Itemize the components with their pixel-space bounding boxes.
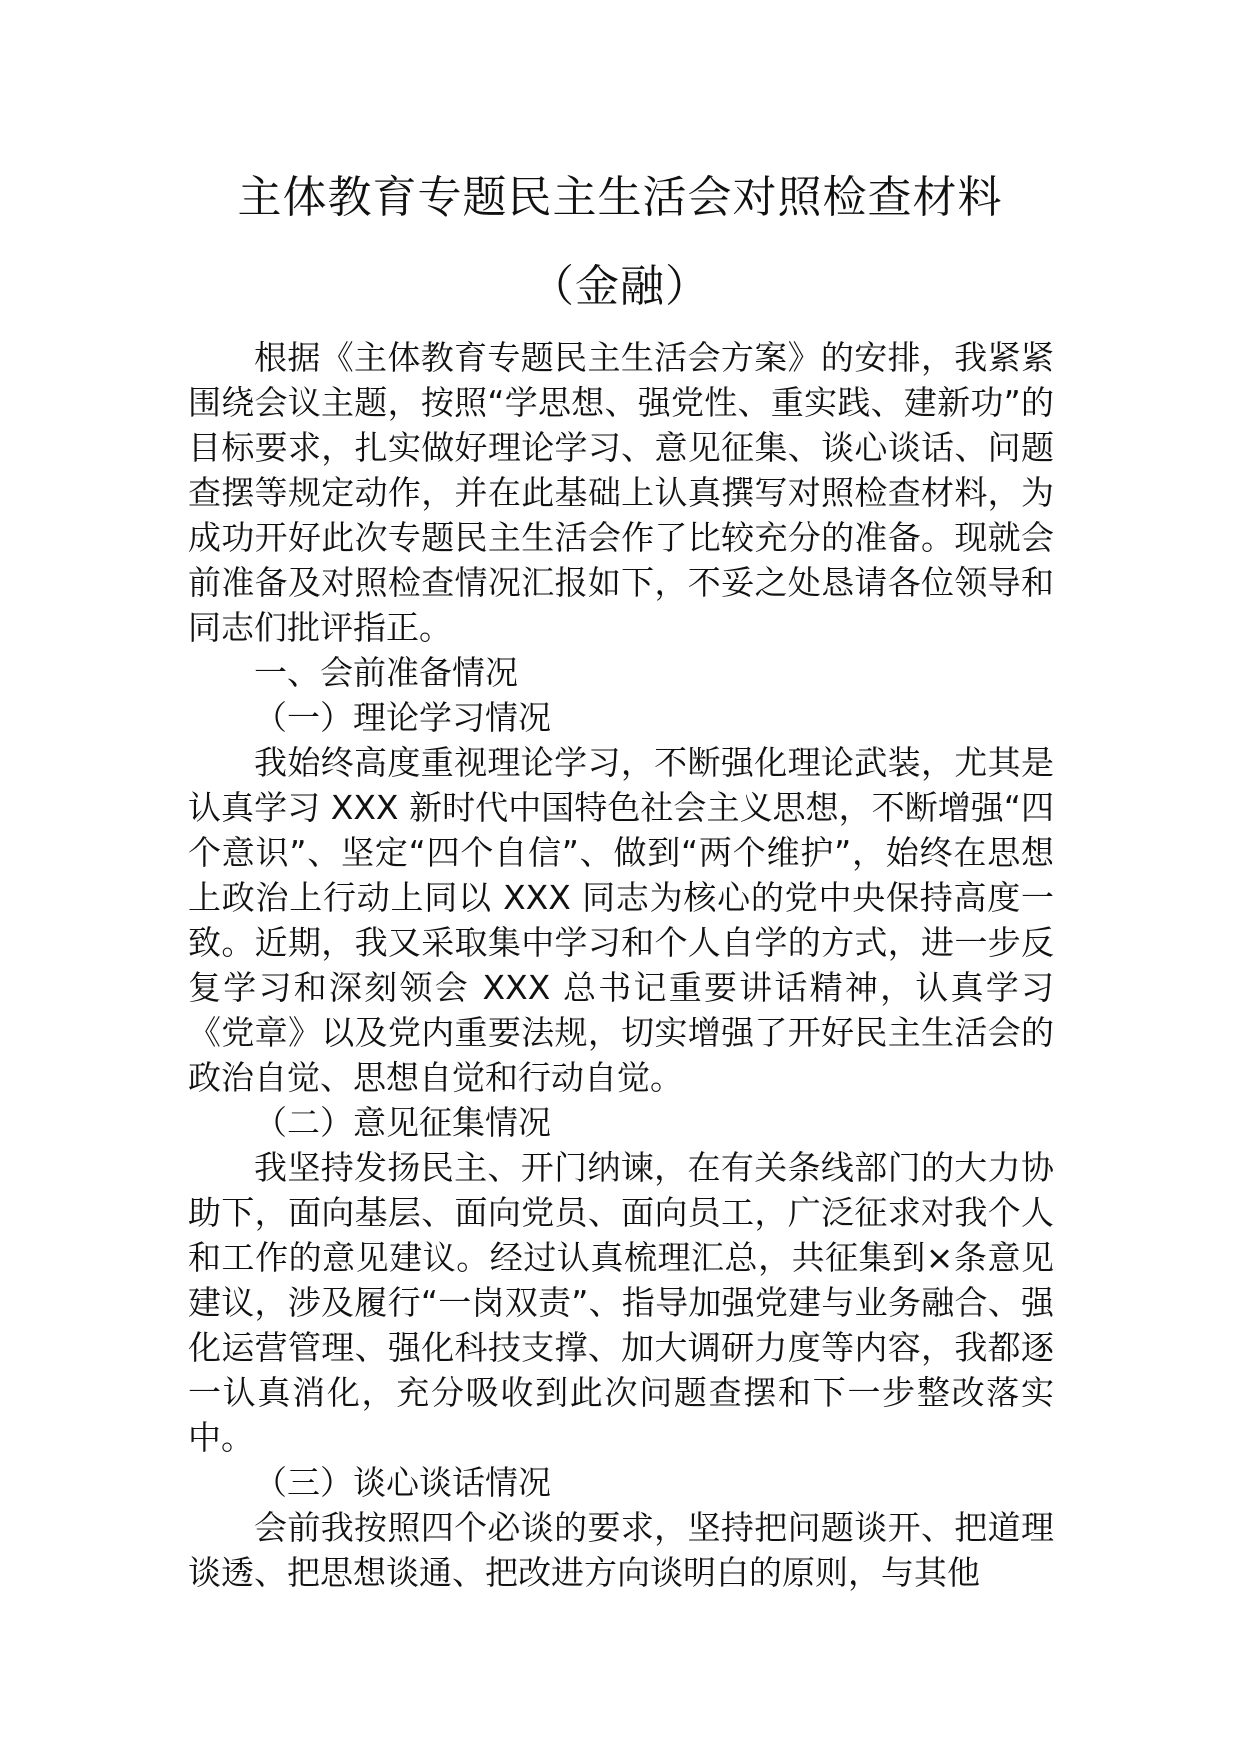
section-heading-1: 一、会前准备情况 bbox=[254, 653, 518, 692]
theory-study-paragraph: 我始终高度重视理论学习，不断强化理论武装，尤其是认真学习 XXX 新时代中国特色社会主义思想，不断增强“四个意识”、坚定“四个自信”、做到“两个维护”，始终在思想上政治上行动上同以 XXX 同志为核心的党中央保持高度一致。近期，我又采取集中学习和个人自学的方式，进一步反复学习和深刻领会 XXX 总书记重要讲话精神，认真学习《党章》以及党内重要法规，切实增强了开好民主生活会的政治自觉、思想自觉和行动自觉。 bbox=[188, 743, 1054, 1097]
heart-to-heart-paragraph: 会前我按照四个必谈的要求，坚持把问题谈开、把道理谈透、把思想谈通、把改进方向谈明白的原则，与其他 bbox=[188, 1508, 1054, 1592]
subsection-heading-3: （三）谈心谈话情况 bbox=[254, 1463, 551, 1502]
opinion-collection-paragraph: 我坚持发扬民主、开门纳谏，在有关条线部门的大力协助下，面向基层、面向党员、面向员工，广泛征求对我个人和工作的意见建议。经过认真梳理汇总，共征集到×条意见建议，涉及履行“一岗双责”、指导加强党建与业务融合、强化运营管理、强化科技支撑、加大调研力度等内容，我都逐一认真消化，充分吸收到此次问题查摆和下一步整改落实中。 bbox=[188, 1148, 1054, 1457]
subsection-heading-1: （一）理论学习情况 bbox=[254, 698, 551, 737]
intro-paragraph: 根据《主体教育专题民主生活会方案》的安排，我紧紧围绕会议主题，按照“学思想、强党性、重实践、建新功”的目标要求，扎实做好理论学习、意见征集、谈心谈话、问题查摆等规定动作，并在此基础上认真撰写对照检查材料，为成功开好此次专题民主生活会作了比较充分的准备。现就会前准备及对照检查情况汇报如下，不妥之处恳请各位领导和同志们批评指正。 bbox=[188, 338, 1054, 647]
document-subtitle: （金融） bbox=[530, 261, 710, 312]
subsection-heading-2: （二）意见征集情况 bbox=[254, 1103, 551, 1142]
document-title: 主体教育专题民主生活会对照检查材料 bbox=[237, 172, 1003, 223]
document-body bbox=[188, 335, 1054, 1595]
